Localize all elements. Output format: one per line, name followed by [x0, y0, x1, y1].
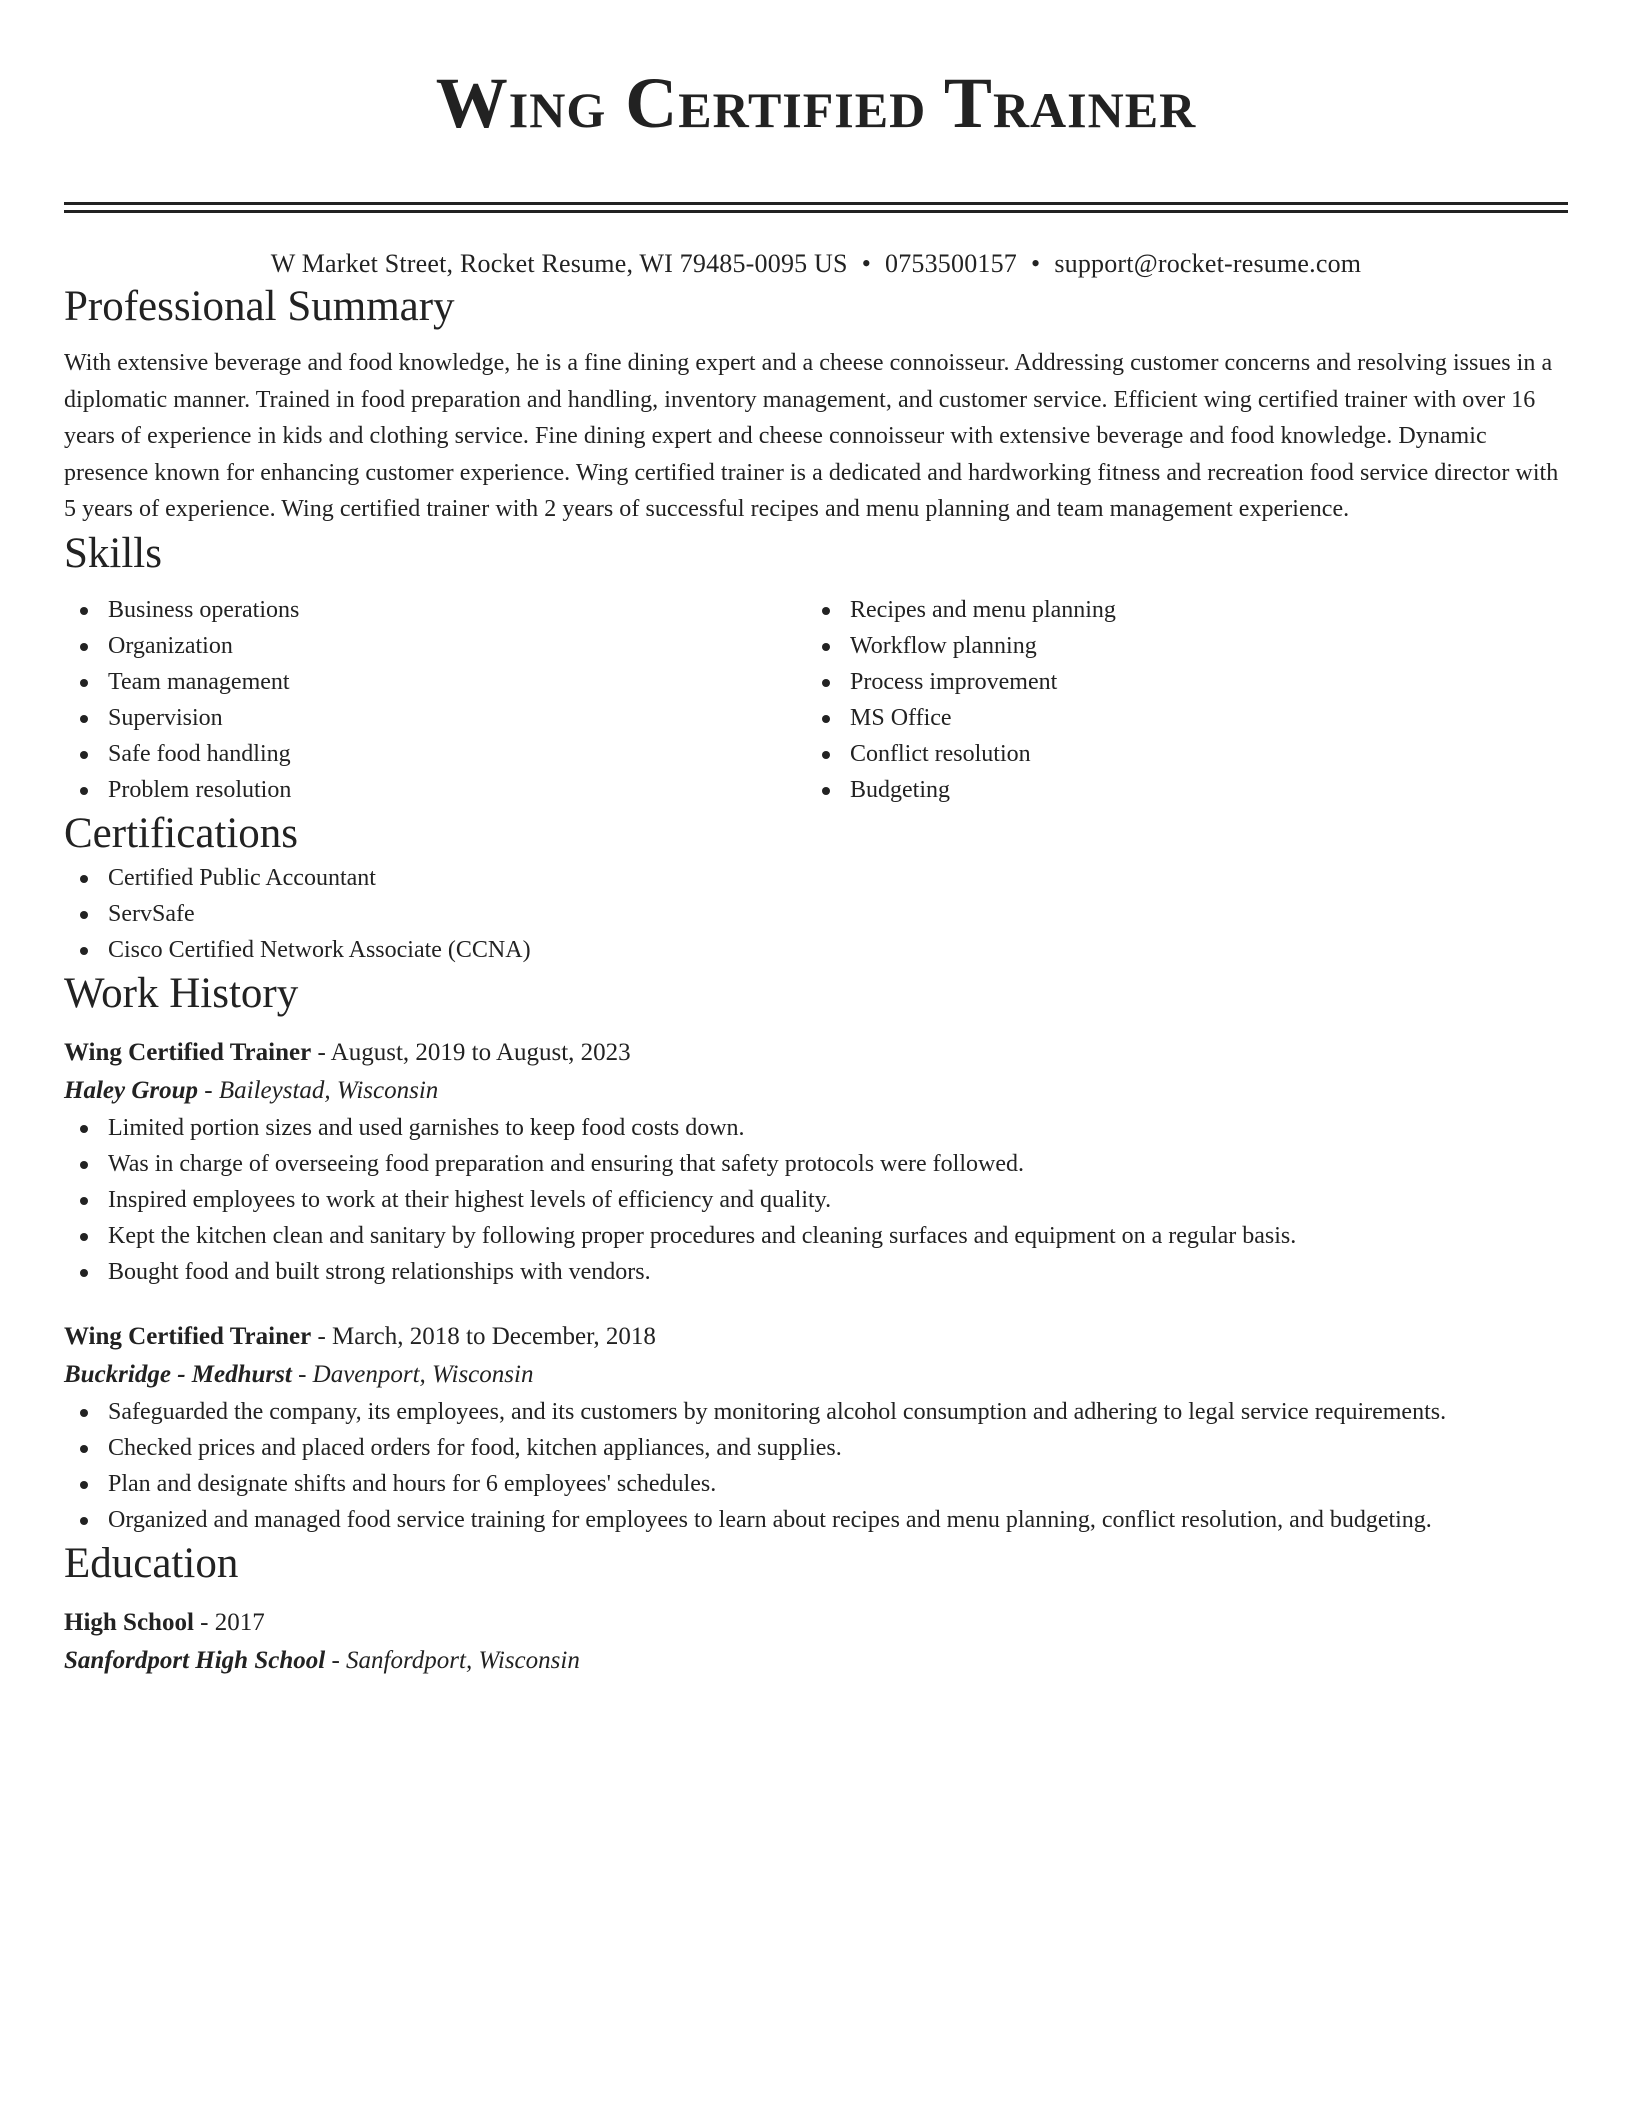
contact-separator: •: [861, 249, 871, 278]
job-entry: [64, 1034, 1568, 1290]
skill-item: [64, 628, 806, 664]
bullet-dot: [80, 643, 88, 651]
contact-email: support@rocket-resume.com: [1054, 249, 1362, 278]
certification-label: Cisco Certified Network Associate (CCNA): [108, 936, 531, 963]
job-duty-text: Was in charge of overseeing food preparation and ensuring that safety protocols were followed.: [108, 1150, 1024, 1177]
skill-label: Supervision: [108, 704, 223, 731]
job-duty-text: Limited portion sizes and used garnishes to keep food costs down.: [108, 1114, 745, 1141]
skill-label: Recipes and menu planning: [850, 596, 1116, 623]
bullet-dot: [80, 947, 88, 955]
certifications-list: [64, 860, 1568, 968]
skill-label: Problem resolution: [108, 776, 292, 803]
skill-item: [806, 736, 1548, 772]
job-duty-text: Plan and designate shifts and hours for 6 employees' schedules.: [108, 1470, 717, 1497]
bullet-dot: [80, 751, 88, 759]
job-title-line: Wing Certified Trainer - August, 2019 to August, 2023: [64, 1038, 631, 1066]
job-duty: [64, 1218, 1568, 1254]
bullet-dot: [80, 1125, 88, 1133]
skill-item: [64, 664, 806, 700]
bullet-dot: [822, 679, 830, 687]
skill-item: [806, 664, 1548, 700]
bullet-dot: [822, 643, 830, 651]
job-duty: [64, 1430, 1568, 1466]
bullet-dot: [80, 679, 88, 687]
bullet-dot: [80, 1269, 88, 1277]
bullet-dot: [80, 1517, 88, 1525]
education-degree-line: High School - 2017: [64, 1608, 265, 1636]
job-duty-text: Organized and managed food service training for employees to learn about recipes and menu planning, conflict resolution, and budgeting.: [108, 1506, 1432, 1533]
skill-label: Organization: [108, 632, 233, 659]
job-duties-list: [64, 1110, 1568, 1290]
skills-column-left: [64, 592, 806, 808]
skill-label: Safe food handling: [108, 740, 291, 767]
bullet-dot: [80, 1481, 88, 1489]
bullet-dot: [822, 751, 830, 759]
bullet-dot: [822, 787, 830, 795]
job-duty-text: Inspired employees to work at their highest levels of efficiency and quality.: [108, 1186, 832, 1213]
certification-item: [64, 896, 1568, 932]
job-company-line: Haley Group - Baileystad, Wisconsin: [64, 1076, 439, 1104]
skill-label: Workflow planning: [850, 632, 1037, 659]
job-company: Haley Group: [64, 1076, 199, 1104]
skill-item: [64, 772, 806, 808]
skill-label: MS Office: [850, 704, 952, 731]
job-duties-list: [64, 1394, 1568, 1538]
certification-item: [64, 860, 1568, 896]
education-year: 2017: [214, 1608, 265, 1636]
job-title-line: Wing Certified Trainer - March, 2018 to December, 2018: [64, 1322, 656, 1350]
job-duty-text: Kept the kitchen clean and sanitary by following proper procedures and cleaning surfaces and equipment on a regular basis.: [108, 1222, 1297, 1249]
certification-item: [64, 932, 1568, 968]
job-role: Wing Certified Trainer: [64, 1038, 312, 1066]
job-duty-text: Safeguarded the company, its employees, and its customers by monitoring alcohol consumption and adhering to legal service requirements.: [108, 1398, 1447, 1425]
skills-heading: Skills: [64, 529, 162, 577]
job-company-line: Buckridge - Medhurst - Davenport, Wisconsin: [64, 1360, 534, 1388]
skill-item: [64, 736, 806, 772]
bullet-dot: [80, 787, 88, 795]
contact-line: [64, 247, 1568, 281]
skill-item: [806, 772, 1548, 808]
skill-label: Team management: [108, 668, 290, 695]
education-degree: High School: [64, 1608, 194, 1636]
education-heading: Education: [64, 1539, 239, 1587]
job-duty: [64, 1182, 1568, 1218]
job-location: Baileystad, Wisconsin: [218, 1076, 439, 1104]
contact-address: W Market Street, Rocket Resume, WI 79485-0095 US: [270, 249, 848, 278]
bullet-dot: [80, 715, 88, 723]
job-duty-text: Checked prices and placed orders for food, kitchen appliances, and supplies.: [108, 1434, 842, 1461]
summary-text: With extensive beverage and food knowledge, he is a fine dining expert and a cheese connoisseur. Addressing customer concerns and resolving issues in a diplomatic manner. Trained in food preparation and handling, inventory management, and customer service. Efficient wing certified trainer with over 16 years of experience in kids and clothing service. Fine dining expert and cheese connoisseur with extensive beverage and food knowledge. Dynamic presence known for enhancing customer experience. Wing certified trainer is a dedicated and hardworking fitness and recreation food service director with 5 years of experience. Wing certified trainer with 2 years of successful recipes and menu planning and team management experience.: [64, 350, 1559, 523]
work-history-heading: Work History: [64, 969, 299, 1017]
job-duty-text: Bought food and built strong relationships with vendors.: [108, 1258, 651, 1285]
job-duty: [64, 1110, 1568, 1146]
job-dates: August, 2019 to August, 2023: [330, 1038, 631, 1066]
skill-item: [806, 628, 1548, 664]
job-duty: [64, 1146, 1568, 1182]
skill-item: [64, 592, 806, 628]
job-duty: [64, 1466, 1568, 1502]
skill-label: Conflict resolution: [850, 740, 1031, 767]
job-duty: [64, 1394, 1568, 1430]
job-company: Buckridge - Medhurst: [64, 1360, 292, 1388]
skill-item: [64, 700, 806, 736]
job-duty: [64, 1254, 1568, 1290]
bullet-dot: [80, 1233, 88, 1241]
bullet-dot: [80, 875, 88, 883]
job-duty: [64, 1502, 1568, 1538]
job-role: Wing Certified Trainer: [64, 1322, 312, 1350]
resume-name: Wing Certified Trainer: [435, 63, 1197, 143]
bullet-dot: [822, 607, 830, 615]
skill-label: Business operations: [108, 596, 300, 623]
bullet-dot: [80, 1445, 88, 1453]
certification-label: ServSafe: [108, 900, 195, 927]
contact-separator: •: [1031, 249, 1041, 278]
job-dates: March, 2018 to December, 2018: [332, 1322, 656, 1350]
bullet-dot: [80, 1161, 88, 1169]
summary-heading: Professional Summary: [64, 283, 455, 330]
bullet-dot: [80, 607, 88, 615]
skill-label: Budgeting: [850, 776, 950, 803]
skills-column-right: [806, 592, 1548, 808]
education-school: Sanfordport High School: [64, 1646, 326, 1674]
job-location: Davenport, Wisconsin: [312, 1360, 534, 1388]
skill-item: [806, 592, 1548, 628]
bullet-dot: [80, 911, 88, 919]
education-school-line: Sanfordport High School - Sanfordport, Wisconsin: [64, 1646, 580, 1674]
certifications-heading: Certifications: [64, 809, 299, 857]
bullet-dot: [80, 1409, 88, 1417]
bullet-dot: [822, 715, 830, 723]
contact-phone: 0753500157: [885, 249, 1017, 278]
bullet-dot: [80, 1197, 88, 1205]
header-double-rule: [64, 202, 1568, 213]
skills-grid: [64, 592, 1568, 808]
job-entry: [64, 1318, 1568, 1538]
certification-label: Certified Public Accountant: [108, 864, 376, 891]
skill-item: [806, 700, 1548, 736]
education-location: Sanfordport, Wisconsin: [346, 1646, 580, 1674]
skill-label: Process improvement: [850, 668, 1058, 695]
